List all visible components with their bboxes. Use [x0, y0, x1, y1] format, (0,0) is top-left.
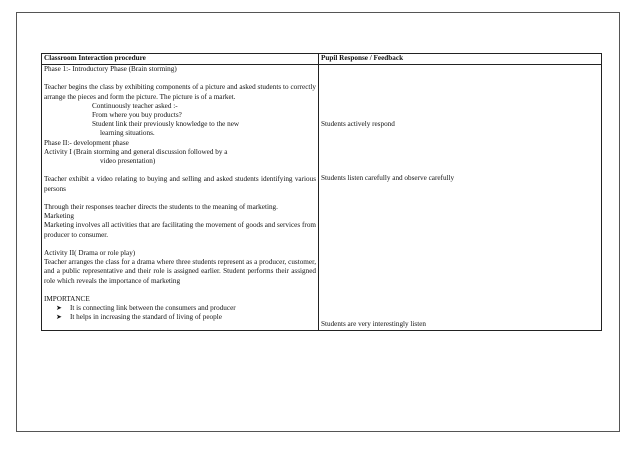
phase1-paragraph: Teacher begins the class by exhibiting components of a picture and asked students to correctly arrange the pieces and form the picture. The picture is of a market.: [44, 83, 316, 101]
arrow-bullet-icon: ➤: [56, 313, 62, 322]
student-link-line-2: learning situations.: [100, 129, 155, 138]
response-1: Students actively respond: [321, 120, 395, 128]
continuously-line: Continuously teacher asked :-: [92, 101, 178, 110]
arrow-bullet-icon: ➤: [56, 304, 62, 313]
video-paragraph: Teacher exhibit a video relating to buying and selling and asked students identifying various persons: [44, 175, 316, 193]
importance-heading: IMPORTANCE: [44, 295, 90, 303]
drama-paragraph: Teacher arranges the class for a drama where three students represent as a producer, customer, and a public representative and their role is assigned earlier. Student performs their assigned role which reveals the importance of marketing: [44, 258, 316, 285]
response-3: Students are very interestingly listen: [321, 320, 426, 329]
bullet-text: It helps in increasing the standard of living of people: [70, 313, 222, 322]
question-line: From where you buy products?: [92, 111, 182, 119]
list-item: [44, 313, 316, 322]
student-link-line-1: Student link their previously knowledge to the new: [92, 120, 240, 129]
procedure-cell: [42, 65, 319, 331]
lesson-table: [41, 53, 602, 331]
phase1-title: Phase 1:- Introductory Phase (Brain storming): [44, 65, 177, 73]
header-procedure: Classroom Interaction procedure: [42, 54, 319, 65]
response-cell: [319, 65, 602, 331]
list-item: [44, 304, 316, 313]
phase2-title: Phase II:- development phase: [44, 138, 129, 147]
directs-paragraph: Through their responses teacher directs the students to the meaning of marketing.: [44, 203, 278, 211]
table-header-row: [42, 54, 602, 65]
activity2-title: Activity II( Drama or role play): [44, 249, 136, 257]
activity1-line-1: Activity I (Brain storming and general discussion followed by a: [44, 147, 228, 156]
header-response: Pupil Response / Feedback: [319, 54, 602, 65]
marketing-paragraph: Marketing involves all activities that are facilitating the movement of goods and services from producer to consumer.: [44, 221, 316, 239]
bullet-text: It is connecting link between the consumers and producer: [70, 304, 236, 313]
response-2: Students listen carefully and observe carefully: [321, 174, 455, 183]
activity1-line-2: video presentation): [100, 157, 156, 166]
marketing-heading: Marketing: [44, 212, 74, 221]
table-row: [42, 65, 602, 331]
